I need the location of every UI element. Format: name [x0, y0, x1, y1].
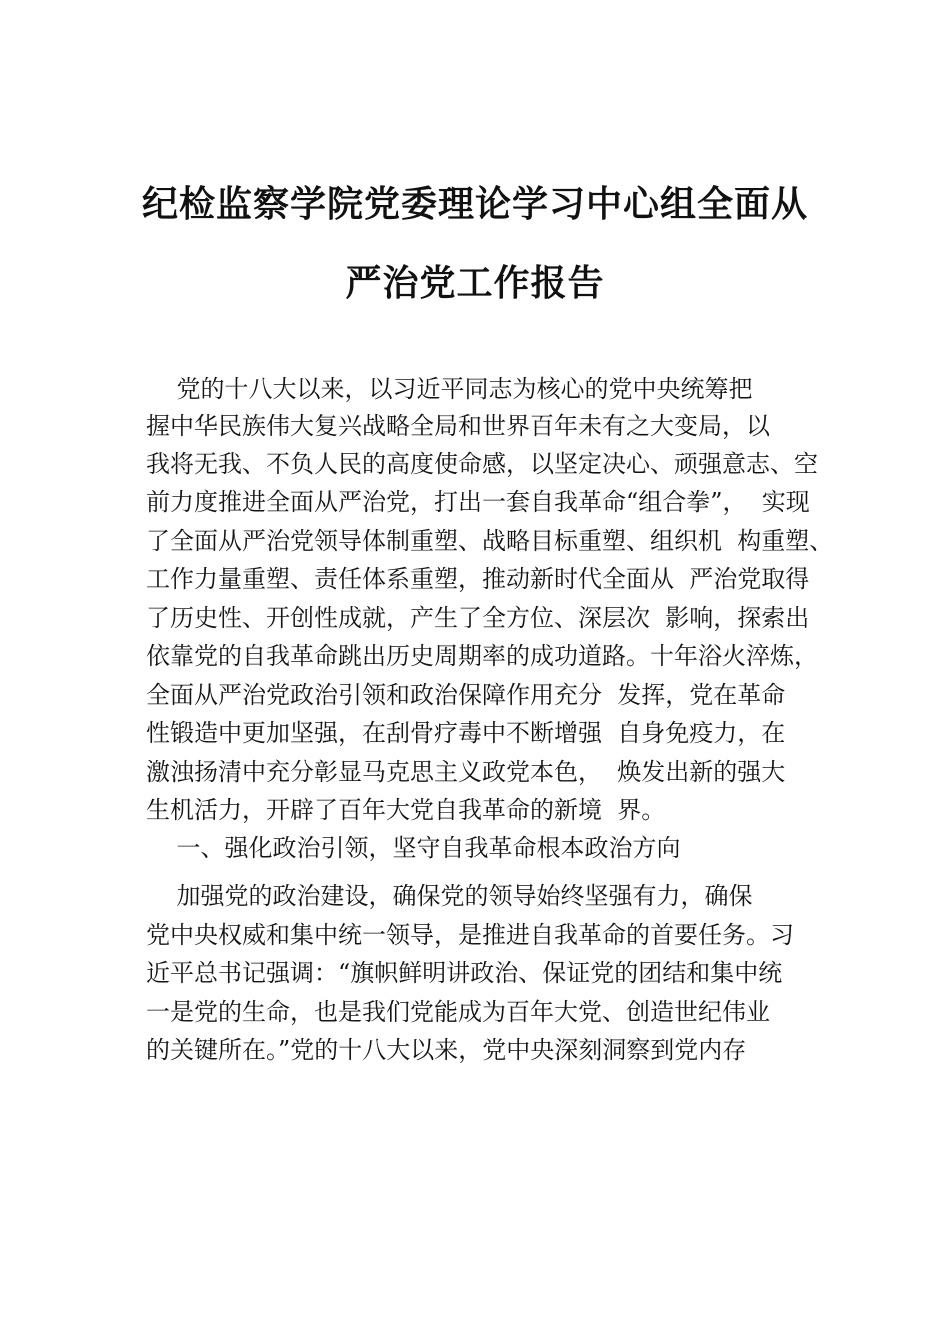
body-line: 生机活力，开辟了百年大党自我革命的新境 界。: [146, 796, 666, 824]
body-line: 握中华民族伟大复兴战略全局和世界百年未有之大变局，以: [146, 412, 770, 440]
section-heading: 一、强化政治引领，坚守自我革命根本政治方向: [146, 834, 681, 862]
body-line: 加强党的政治建设，确保党的领导始终坚强有力，确保: [146, 882, 753, 910]
body-line: 依靠党的自我革命跳出历史周期率的成功道路。十年浴火淬炼，: [146, 642, 818, 670]
body-line: 激浊扬清中充分彰显马克思主义政党本色， 焕发出新的强大: [146, 758, 786, 786]
body-line: 全面从严治党政治引领和政治保障作用充分 发挥，党在革命: [146, 681, 786, 709]
body-line: 了历史性、开创性成就，产生了全方位、深层次 影响，探索出: [146, 604, 810, 632]
body-line: 工作力量重塑、责任体系重塑，推动新时代全面从 严治党取得: [146, 565, 810, 593]
body-line: 前力度推进全面从严治党，打出一套自我革命“组合拳”， 实现: [146, 488, 810, 516]
body-line: 党的十八大以来，以习近平同志为核心的党中央统筹把: [146, 375, 753, 403]
body-line: 了全面从严治党领导体制重塑、战略目标重塑、组织机 构重塑、: [146, 527, 834, 555]
body-line: 的关键所在。”党的十八大以来，党中央深刻洞察到党内存: [146, 1036, 747, 1064]
document-title-line-2: 严治党工作报告: [345, 263, 605, 304]
document-title-line-1: 纪检监察学院党委理论学习中心组全面从: [141, 184, 808, 225]
body-line: 一是党的生命，也是我们党能成为百年大党、创造世纪伟业: [146, 998, 770, 1026]
body-line: 我将无我、不负人民的高度使命感，以坚定决心、顽强意志、空: [146, 450, 818, 478]
body-line: 性锻造中更加坚强，在刮骨疗毒中不断增强 自身免疫力，在: [146, 719, 786, 747]
body-line: 近平总书记强调：“旗帜鲜明讲政治、保证党的团结和集中统: [146, 959, 783, 987]
body-line: 党中央权威和集中统一领导，是推进自我革命的首要任务。习: [146, 921, 794, 949]
